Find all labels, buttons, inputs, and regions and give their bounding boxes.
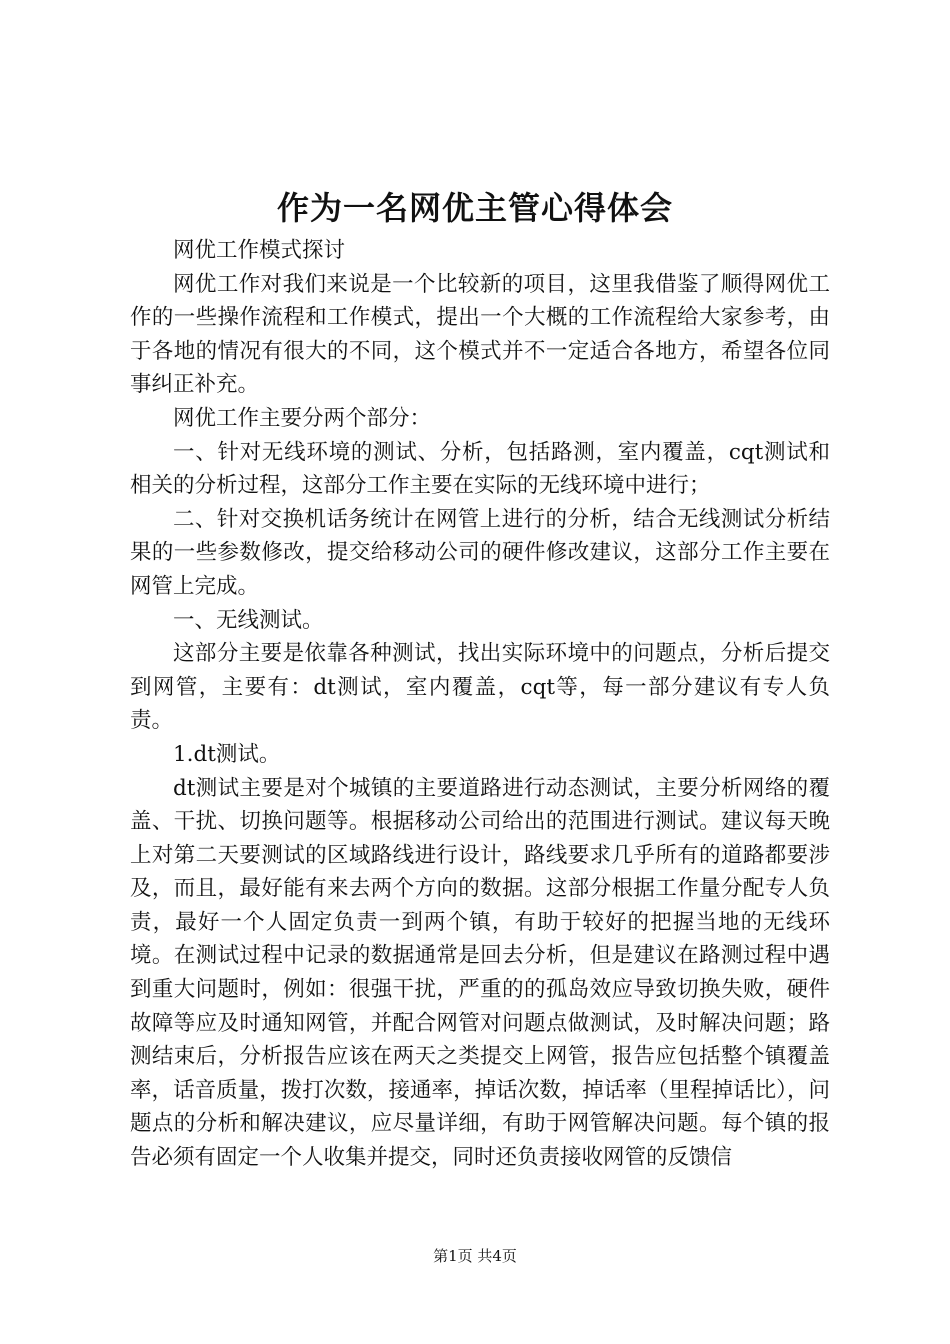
paragraph: 1.dt测试。 <box>173 741 281 767</box>
paragraph: dt测试主要是对个城镇的主要道路进行动态测试，主要分析网络的覆盖、干扰、切换问题等。根据移动公司给出的范围进行测试。建议每天晚上对第二天要测试的区域路线进行设计，路线要求几乎所有的道路都要涉及，而且，最好能有来去两个方向的数据。这部分根据工作量分配专人负责，最好一个人固定负责一到两个镇，有助于较好的把握当地的无线环境。在测试过程中记录的数据通常是回去分析，但是建议在路测过程中遇到重大问题时，例如：很强干扰，严重的的孤岛效应导致切换失败，硬件故障等应及时通知网管，并配合网管对问题点做测试，及时解决问题；路测结束后，分析报告应该在两天之类提交上网管，报告应包括整个镇覆盖率，话音质量，拨打次数，接通率，掉话次数，掉话率（里程掉话比），问题点的分析和解决建议，应尽量详细，有助于网管解决问题。每个镇的报告必须有固定一个人收集并提交，同时还负责接收网管的反馈信 <box>130 775 830 1171</box>
paragraph: 这部分主要是依靠各种测试，找出实际环境中的问题点，分析后提交到网管，主要有：dt测试，室内覆盖，cqt等，每一部分建议有专人负责。 <box>130 641 830 734</box>
paragraph: 网优工作模式探讨 <box>173 238 346 263</box>
paragraph: 二、针对交换机话务统计在网管上进行的分析，结合无线测试分析结果的一些参数修改，提交给移动公司的硬件修改建议，这部分工作主要在网管上完成。 <box>130 506 830 599</box>
page-footer: 第1页 共4页 <box>433 1247 517 1265</box>
paragraph: 一、无线测试。 <box>173 607 324 633</box>
paragraph: 网优工作主要分两个部分： <box>173 405 432 431</box>
paragraph: 一、针对无线环境的测试、分析，包括路测，室内覆盖，cqt测试和相关的分析过程，这部分工作主要在实际的无线环境中进行； <box>130 439 830 499</box>
document-title: 作为一名网优主管心得体会 <box>276 189 673 227</box>
paragraph: 网优工作对我们来说是一个比较新的项目，这里我借鉴了顺得网优工作的一些操作流程和工作模式，提出一个大概的工作流程给大家参考，由于各地的情况有很大的不同，这个模式并不一定适合各地方，希望各位同事纠正补充。 <box>130 271 830 398</box>
document-body <box>130 234 830 1175</box>
